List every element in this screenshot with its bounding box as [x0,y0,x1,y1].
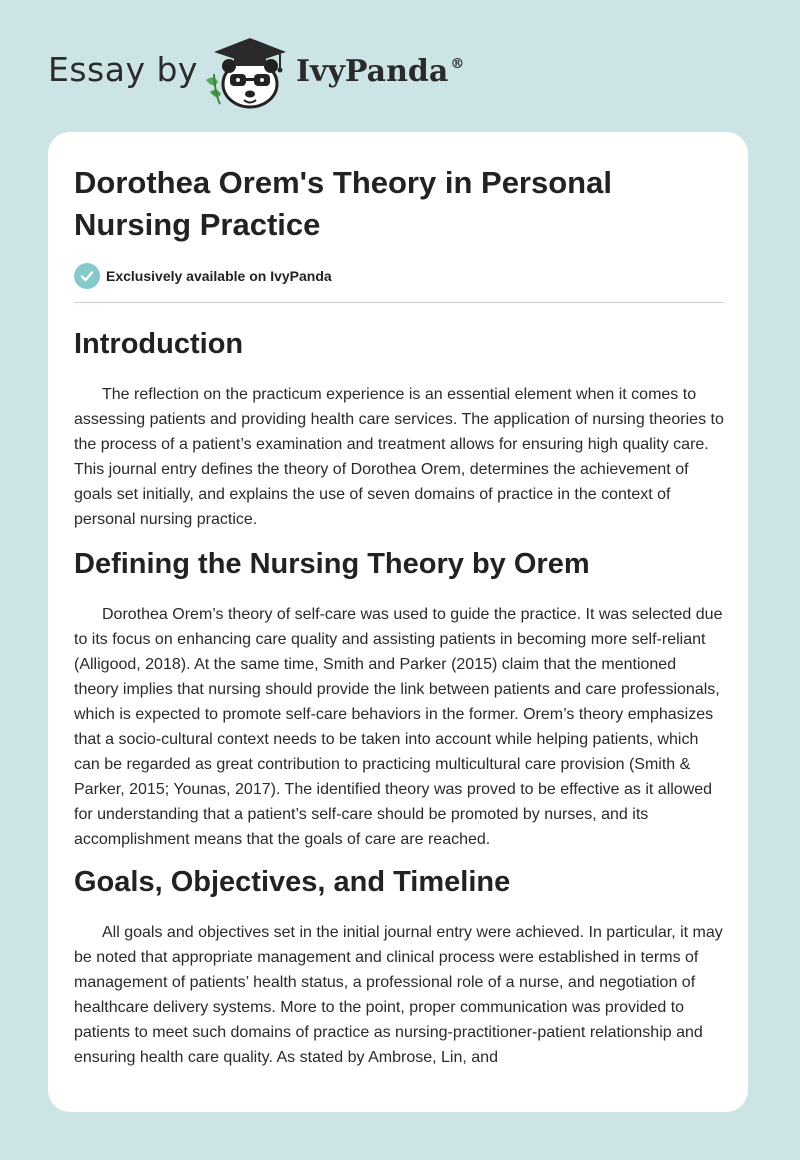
section-heading-defining-theory: Defining the Nursing Theory by Orem [74,548,590,580]
registered-mark: ® [450,56,465,72]
ivypanda-logo-icon[interactable] [200,34,290,110]
exclusive-label: Exclusively available on IvyPanda [106,268,332,284]
site-header [0,0,800,130]
exclusive-badge [74,262,332,290]
check-icon [74,263,100,289]
section-paragraph-introduction: The reflection on the practicum experience is an essential element when it comes to assessing patients and providing health care services. The application of nursing theories to the process of a patient’s examination and treatment allows for ensuring high quality care. This journal entry defines the theory of Dorothea Orem, determines the achievement of goals set initially, and explains the use of seven domains of practice in the context of personal nursing practice. [74,386,724,528]
brand-name-text: IvyPanda [296,54,449,89]
divider [74,302,724,303]
section-paragraph-goals: All goals and objectives set in the initial journal entry were achieved. In particular, it may be noted that appropriate management and clinical process were established in terms of management of patients’ health status, a professional role of a nurse, and negotiation of healthcare delivery systems. More to the point, proper communication was provided to patients to meet such domains of practice as nursing-practitioner-patient relationship and ensuring health care quality. As stated by Ambrose, Lin, and [74,924,723,1066]
article-body [74,310,724,1070]
section-heading-introduction: Introduction [74,328,244,360]
brand-name[interactable] [296,54,464,89]
section-paragraph-defining-theory: Dorothea Orem’s theory of self-care was used to guide the practice. It was selected due to its focus on enhancing care quality and assisting patients in becoming more self-reliant (Alligood, 2018). At the same time, Smith and Parker (2015) claim that the mentioned theory implies that nursing should provide the link between patients and care professionals, which is expected to promote self-care behaviors in the former. Orem’s theory emphasizes that a socio-cultural context needs to be taken into account while helping patients, which can be regarded as great contribution to practicing multicultural care provision (Smith & Parker, 2015; Younas, 2017). The identified theory was proved to be effective as it allowed for understanding that a patient’s self-care should be promoted by nurses, and its accomplishment means that the goals of care are reached. [74,606,723,848]
essay-by-label: Essay by [48,50,198,89]
page-title: Dorothea Orem's Theory in Personal Nursing Practice [74,165,612,242]
section-heading-goals: Goals, Objectives, and Timeline [74,866,511,898]
essay-card [48,132,748,1112]
